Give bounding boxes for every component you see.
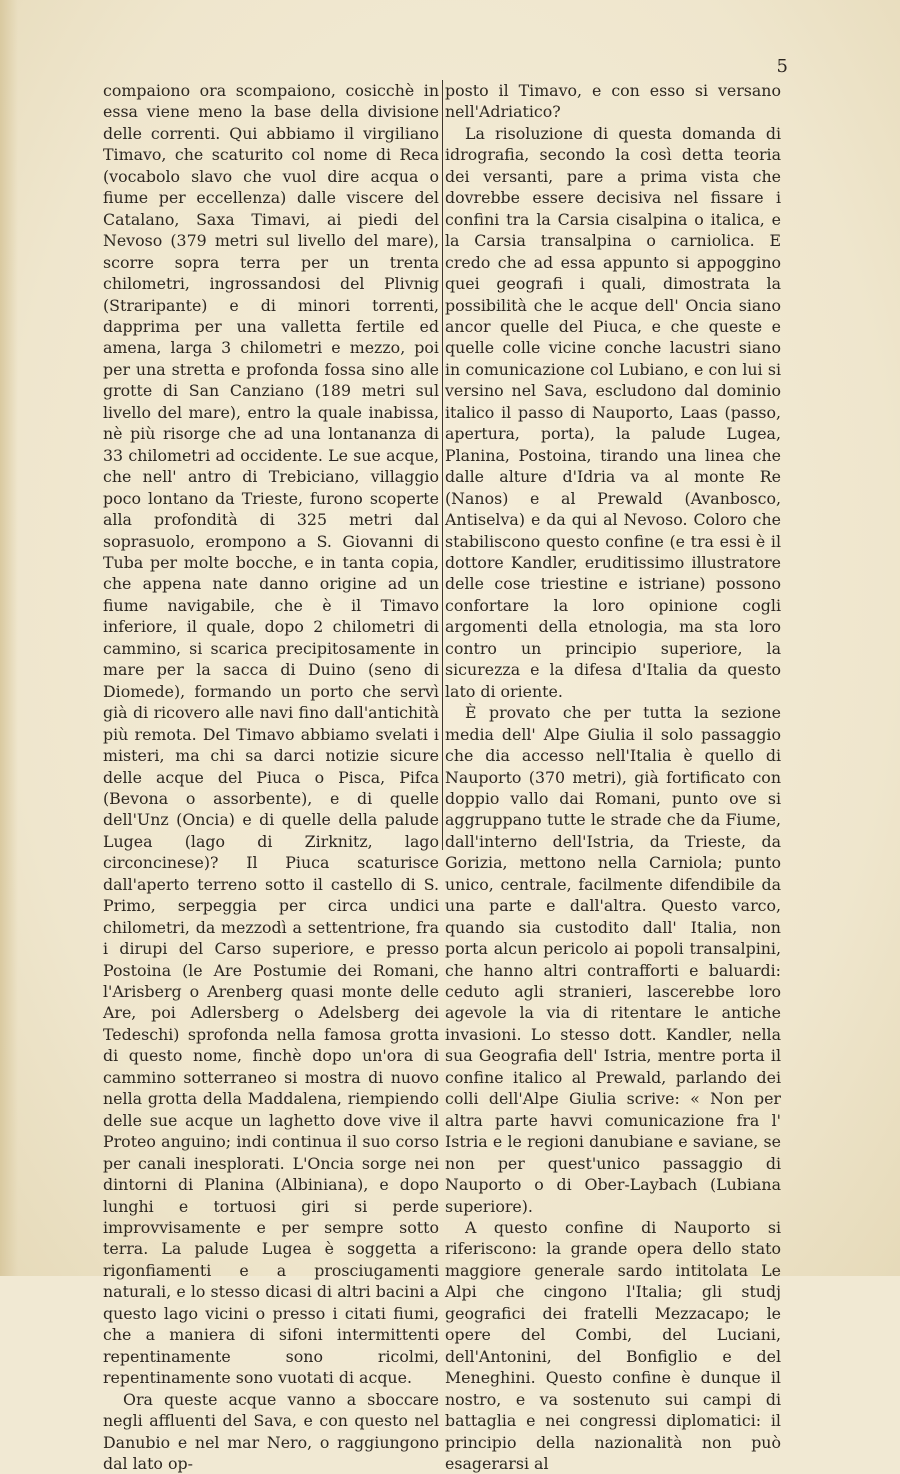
paragraph: La risoluzione di questa domanda di idrografia, secondo la così detta teoria dei versanti, pare a prima vista che dovrebbe essere decisiva nel fissare i confini tra la Carsia cisalpina o italica, e la Carsia transalpina o carniolica. E credo che ad essa appunto si appoggino quei geografi i quali, dimostrata la possibilità che le acque dell' Oncia siano ancor quelle del Piuca, e che queste e quelle colle vicine conche lacustri siano in comunicazione col Lubiano, e con lui si versino nel Sava, escludono dal dominio italico il passo di Nauporto, Laas (passo, apertura, porta), la palude Lugea, Planina, Postoina, tirando una linea che dalle alture d'Idria va al monte Re (Nanos) e al Prewald (Avanbosco, Antiselva) e da qui al Nevoso. Coloro che stabiliscono questo confine (e tra essi è il dottore Kandler, eruditissimo illustratore delle cose triestine e istriane) possono confortare la loro opinione cogli argomenti della etnologia, ma sta loro contro un principio superiore, la sicurezza e la difesa d'Italia da questo lato di oriente. bbox=[445, 123, 781, 701]
paragraph: compaiono ora scompaiono, cosicchè in essa viene meno la base della divisione delle correnti. Qui abbiamo il virgiliano Timavo, che scaturito col nome di Reca (vocabolo slavo che vuol dire acqua o fiume per eccellenza) dalle viscere del Catalano, Saxa Timavi, ai piedi del Nevoso (379 metri sul livello del mare), scorre sopra terra per un trenta chilometri, ingrossandosi del Plivnig (Straripante) e di minori torrenti, dapprima per una valletta fertile ed amena, larga 3 chilometri e mezzo, poi per una stretta e profonda fossa sino alle grotte di San Canziano (189 metri sul livello del mare), entro la quale inabissa, nè più risorge che ad una lontananza di 33 chilometri ad occidente. Le sue acque, che nell' antro di Trebiciano, villaggio poco lontano da Trieste, furono scoperte alla profondità di 325 metri dal soprasuolo, erompono a S. Giovanni di Tuba per molte bocche, e in tanta copia, che appena nate danno origine ad un fiume navigabile, che è il Timavo inferiore, il quale, dopo 2 chilometri di cammino, si scarica precipitosamente in mare per la sacca di Duino (seno di Diomede), formando un porto che servì già di ricovero alle navi fino dall'antichità più remota. Del Timavo abbiamo svelati i misteri, ma chi sa darci notizie sicure delle acque del Piuca o Pisca, Pifca (Bevona o assorbente), e di quelle dell'Unz (Oncia) e di quelle della palude Lugea (lago di Zirknitz, lago circoncinese)? Il Piuca scaturisce dall'aperto terreno sotto il castello di S. Primo, serpeggia per circa undici chilometri, da mezzodì a settentrione, fra i dirupi del Carso superiore, e presso Postoina (le Are Postumie dei Romani, l'Arisberg o Arenberg quasi monte delle Are, poi Adlersberg o Adelsberg dei Tedeschi) sprofonda nella famosa grotta di questo nome, finchè dopo un'ora di cammino sotterraneo si mostra di nuovo nella grotta della Maddalena, riempiendo delle sue acque un laghetto dove vive il Proteo anguino; indi continua il suo corso per canali inesplorati. L'Oncia sorge nei dintorni di Planina (Albiniana), e dopo lunghi e tortuosi giri si perde improvvisamente e per sempre sotto terra. La palude Lugea è soggetta a rigonfiamenti e a prosciugamenti naturali, e lo stesso dicasi di altri bacini a questo lago vicini o presso i citati fiumi, che a maniera di sifoni intermittenti repentinamente sono ricolmi, repentinamente sono vuotati di acque. bbox=[103, 81, 439, 1388]
left-column bbox=[103, 80, 439, 1474]
page-edge-shadow bbox=[0, 0, 18, 1276]
right-column bbox=[445, 80, 781, 1474]
column-divider bbox=[442, 80, 443, 850]
paragraph: Ora queste acque vanno a sboccare negli affluenti del Sava, e con questo nel Danubio e nel mar Nero, o raggiungono dal lato op- bbox=[103, 1389, 439, 1473]
paragraph: posto il Timavo, e con esso si versano nell'Adriatico? bbox=[445, 81, 781, 122]
page-number: 5 bbox=[776, 56, 788, 77]
paragraph: È provato che per tutta la sezione media dell' Alpe Giulia il solo passaggio che dia accesso nell'Italia è quello di Nauporto (370 metri), già fortificato con doppio vallo dai Romani, punto ove si aggruppano tutte le strade che da Fiume, dall'interno dell'Istria, da Trieste, da Gorizia, mettono nella Carniola; punto unico, centrale, facilmente difendibile da una parte e dall'altra. Questo varco, quando sia custodito dall' Italia, non porta alcun pericolo ai popoli transalpini, che hanno altri contrafforti e baluardi: ceduto agli stranieri, lascerebbe loro agevole la via di ritentare le antiche invasioni. Lo stesso dott. Kandler, nella sua Geografia dell' Istria, mentre porta il confine italico al Prewald, parlando dei colli dell'Alpe Giulia scrive: « Non per altra parte havvi comunicazione fra l' Istria e le regioni danubiane e saviane, se non per quest'unico passaggio di Nauporto o di Ober-Laybach (Lubiana superiore). bbox=[445, 703, 781, 1216]
paragraph: A questo confine di Nauporto si riferiscono: la grande opera dello stato maggiore generale sardo intitolata Le Alpi che cingono l'Italia; gli studj geografici dei fratelli Mezzacapo; le opere del Combi, del Luciani, dell'Antonini, del Bonfiglio e del Meneghini. Questo confine è dunque il nostro, e va sostenuto sui campi di battaglia e nei congressi diplomatici: il principio della nazionalità non può esagerarsi al bbox=[445, 1218, 781, 1473]
